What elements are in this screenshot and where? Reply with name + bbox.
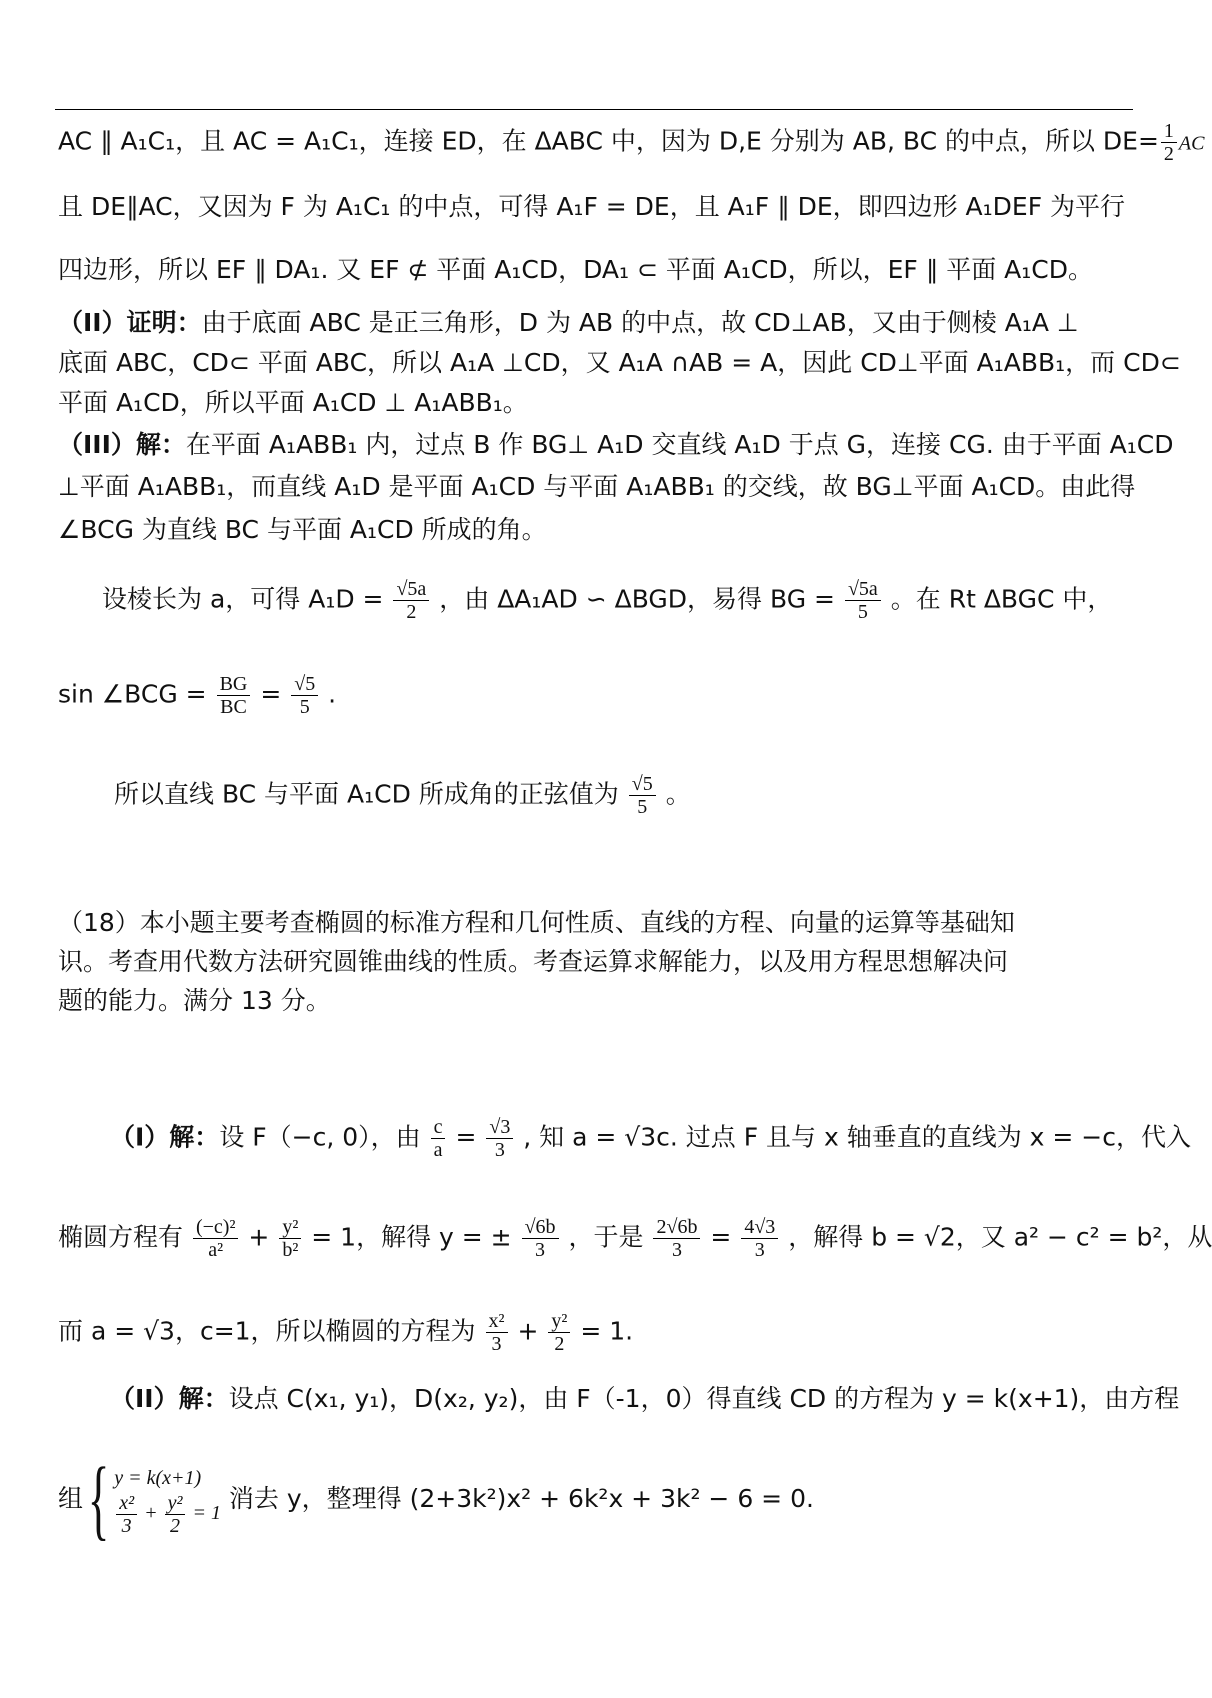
p17a-line1: AC ∥ A₁C₁，且 AC = A₁C₁，连接 ED，在 ΔABC 中，因为 D,E 分别为 AB, BC 的中点，所以 DE= $\frac{1}{2}$ AC [58,120,1205,165]
p17c-line3: ∠BCG 为直线 BC 与平面 A₁CD 所成的角。 [58,515,547,544]
p17c-line2: ⊥平面 A₁ABB₁，而直线 A₁D 是平面 A₁CD 与平面 A₁ABB₁ 的交线，故 BG⊥平面 A₁CD。由此得 [58,472,1136,501]
top-rule [55,109,1133,110]
p17a-line3: 四边形，所以 EF ∥ DA₁. 又 EF ⊄ 平面 A₁CD，DA₁ ⊂ 平面 A₁CD，所以，EF ∥ 平面 A₁CD。 [58,255,1093,284]
p17b-line3: 平面 A₁CD，所以平面 A₁CD ⊥ A₁ABB₁。 [58,388,528,417]
p17c-line4: 设棱长为 a，可得 A₁D = $\frac{√5a}{2}$ ，由 ΔA₁AD ∽ ΔBGD，易得 BG = $\frac{√5a}{5}$ 。在 Rt ΔBGC 中， [102,578,1113,623]
p17a-line2: 且 DE∥AC，又因为 F 为 A₁C₁ 的中点，可得 A₁F = DE，且 A₁F ∥ DE，即四边形 A₁DEF 为平行 [58,192,1126,221]
p17b-line2: 底面 ABC，CD⊂ 平面 ABC，所以 A₁A ⊥CD，又 A₁A ∩AB = A，因此 CD⊥平面 A₁ABB₁，而 CD⊂ [58,348,1181,377]
p18a-line3: 而 a = √3，c=1，所以椭圆的方程为 $\frac{\text{x²}}{3}$ + $\frac{\text{y²}}{2}$ = 1. [58,1310,634,1355]
p17c-line5: sin ∠BCG = $\frac{BG}{BC}$ = $\frac{√5}{5}$ . [58,673,337,718]
p17c-line1: （III）解：在平面 A₁ABB₁ 内，过点 B 作 BG⊥ A₁D 交直线 A₁D 于点 G，连接 CG. 由于平面 A₁CD [58,430,1174,459]
p17c-line6: 所以直线 BC 与平面 A₁CD 所成角的正弦值为 $\frac{√5}{5}$ 。 [114,773,691,818]
p17b-line1: （II）证明：由于底面 ABC 是正三角形，D 为 AB 的中点，故 CD⊥AB，又由于侧棱 A₁A ⊥ [58,308,1079,337]
p18a-line2: 椭圆方程有 $\frac{\text{(−c)²}}{\text{a²}}$ + $\frac{\text{y²}}{\text{b²}}$ = 1，解得 y = ± $\frac{√6b}{3}$ ，于是 $\frac{2√6b}{3}$ = $\frac{4√3}{3}$ ，解得 b = √2，又 a² − c² = b²，从 [58,1216,1212,1261]
system-brace: { [87,1450,110,1549]
p18b-line1: （II）解：设点 C(x₁, y₁)，D(x₂, y₂)，由 F（-1，0）得直线 CD 的方程为 y = k(x+1)，由方程 [110,1384,1180,1413]
p18-line3: 题的能力。满分 13 分。 [58,986,331,1015]
equation-system: y = k(x+1) $\frac{\text{x²}}{3}$ + $\frac{\text{y²}}{2}$ = 1 [114,1466,221,1537]
p18a-line1: （I）解：设 F（−c, 0），由 $\frac{c}{a}$ = $\frac{√3}{3}$ , 知 a = √3c. 过点 F 且与 x 轴垂直的直线为 x = −c，代入 [110,1116,1191,1161]
p18-line2: 识。考查用代数方法研究圆锥曲线的性质。考查运算求解能力，以及用方程思想解决问 [58,947,1009,976]
p18-line1: （18）本小题主要考查椭圆的标准方程和几何性质、直线的方程、向量的运算等基础知 [58,908,1015,937]
fraction-half: $\frac{1}{2}$ [1161,120,1177,165]
p18b-line2: 组{ y = k(x+1) $\frac{\text{x²}}{3}$ + $\frac{\text{y²}}{2}$ = 1 消去 y，整理得 (2+3k²)x² + 6k²x + 3k² − 6 = 0. [58,1450,814,1549]
